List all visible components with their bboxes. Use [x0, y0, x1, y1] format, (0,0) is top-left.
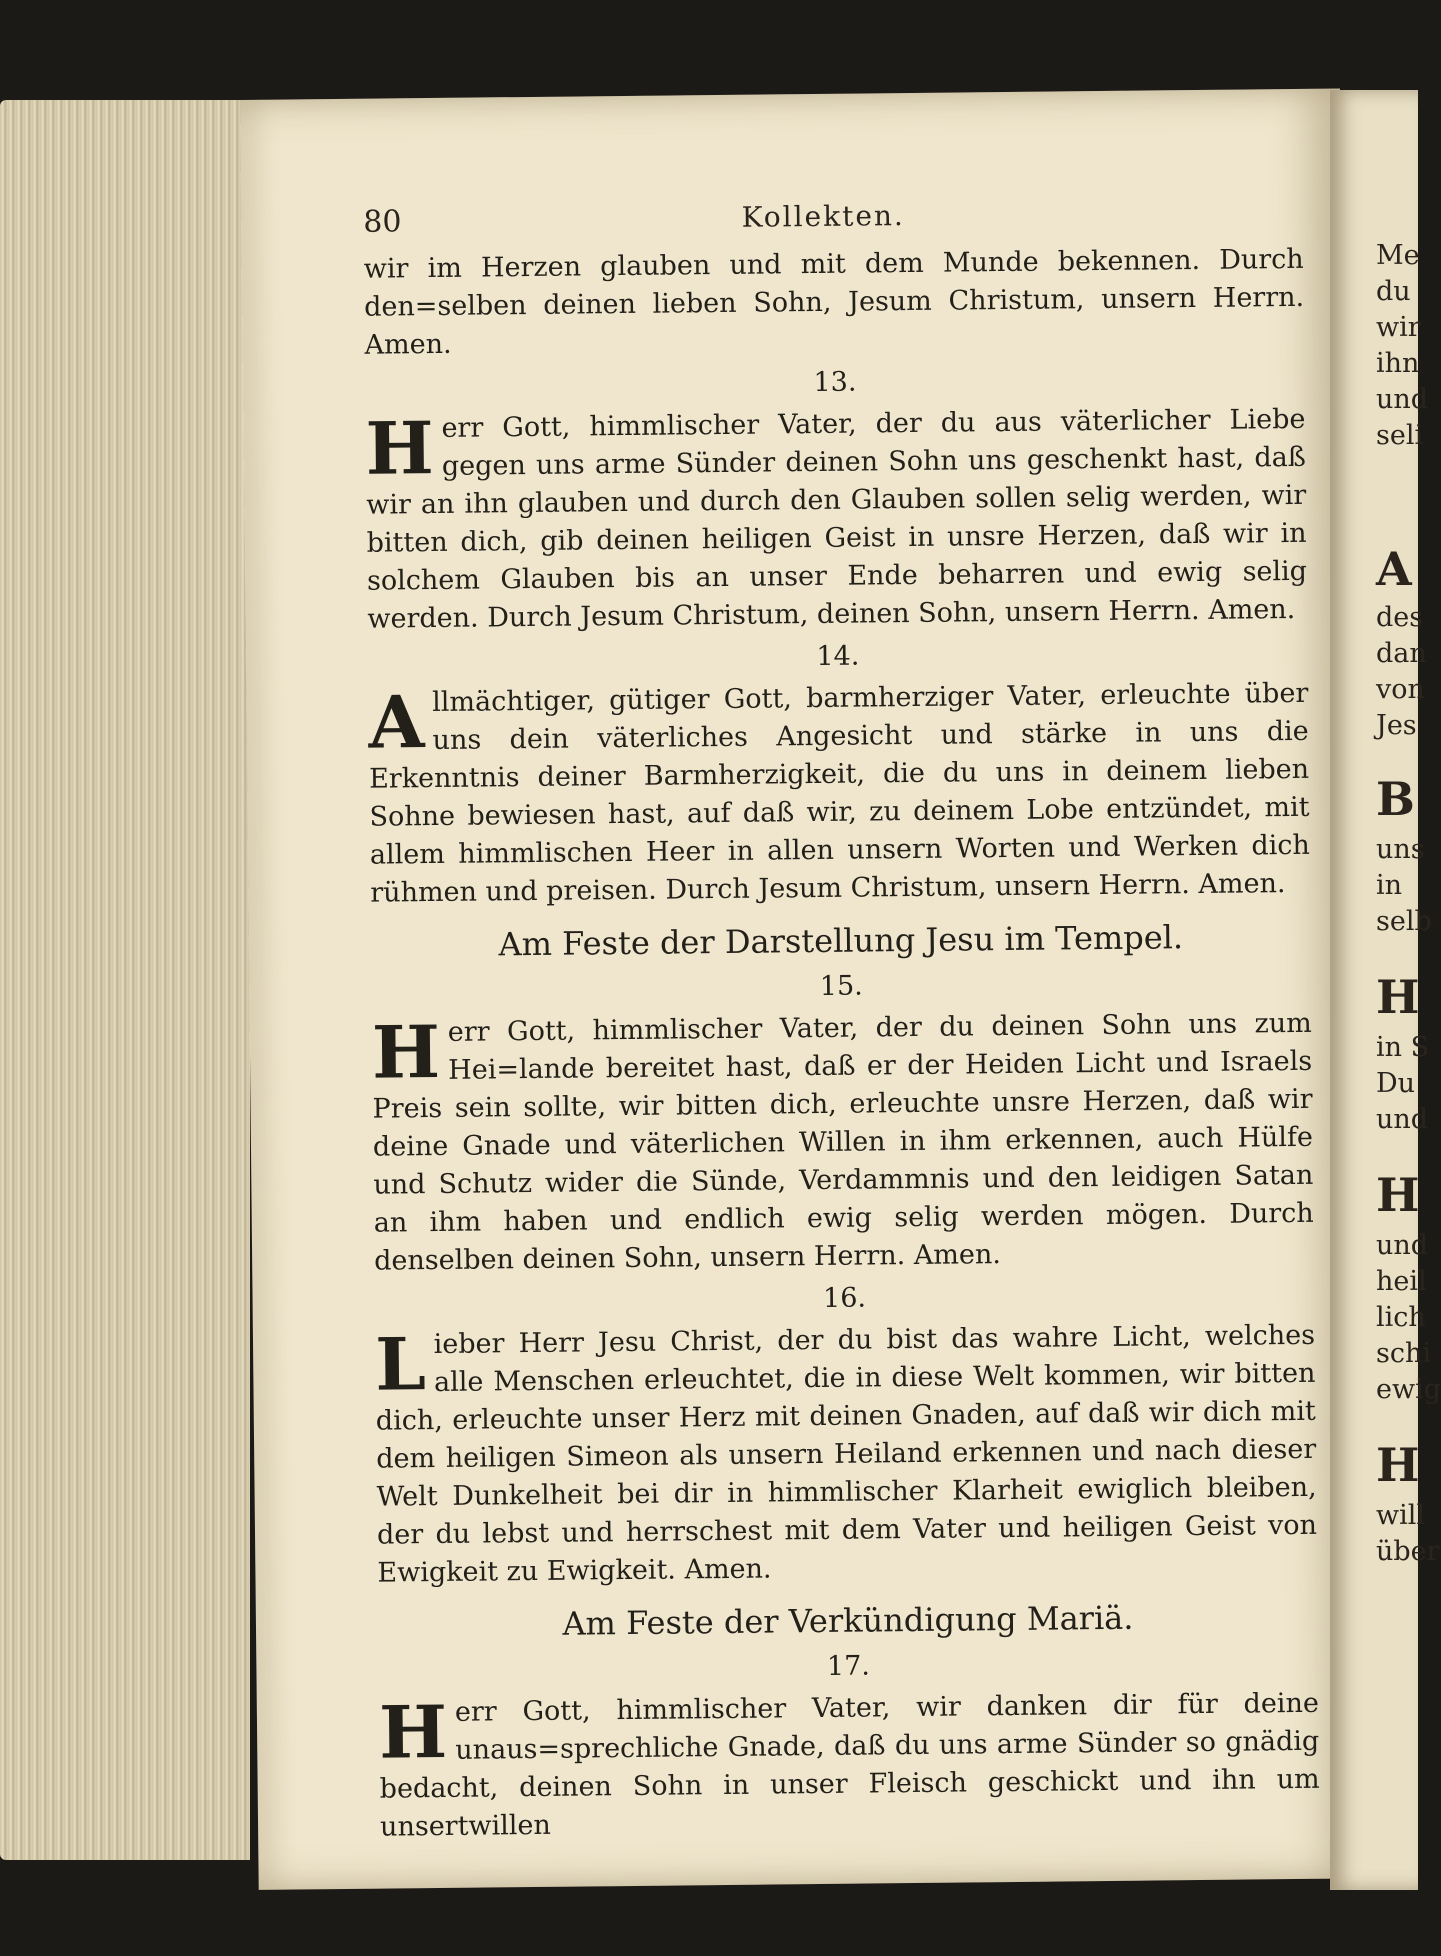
next-page-fragment: des: [1376, 602, 1424, 633]
next-page-fragment: du: [1376, 276, 1411, 307]
next-page-fragment: in: [1376, 870, 1403, 901]
prayer-text: err Gott, himmlischer Vater, der du aus väterlicher Liebe gegen uns arme Sünder deinen Sohn uns geschenkt hast, daß wir an ihn glauben und durch den Glauben sollen selig werden, wir bitten dich, gib deinen heiligen Geist in unsre Herzen, daß wir in solchem Glauben bis an unser Ende beharren und ewig selig werden. Durch Jesum Christum, deinen Sohn, unsern Herrn. Amen.: [366, 403, 1308, 635]
collect-number: 14.: [816, 640, 860, 672]
next-page-initial: B: [1376, 772, 1415, 826]
right-page-edge: [1330, 90, 1441, 1890]
next-page-fragment: ihn: [1376, 348, 1420, 379]
next-page-fragment: über: [1376, 1536, 1440, 1567]
collect-number: 13.: [813, 366, 857, 399]
next-page-initial: H: [1376, 970, 1420, 1024]
next-page-fragment: seli: [1376, 420, 1424, 451]
next-page-fragment: in S: [1376, 1032, 1430, 1063]
next-page-initial: H: [1376, 1438, 1420, 1492]
running-title: Kollekten.: [741, 199, 906, 234]
prayer-paragraph: [364, 241, 1305, 365]
prayer-text: llmächtiger, gütiger Gott, barmherziger Vater, erleuchte über uns dein väterliches Angesicht und stärke in uns die Erkenntnis deiner Barmherzigkeit, die du uns in deinem lieben Sohne bewiesen hast, auf daß wir, zu deinem Lobe entzündet, mit allem himmlischen Heer in allen unsern Worten und Werken dich rühmen und preisen. Durch Jesum Christum, unsern Herrn. Amen.: [368, 677, 1311, 909]
collect-number: 16.: [822, 1282, 867, 1314]
next-page-fragment: Jes: [1376, 710, 1417, 741]
page-content: [364, 241, 1321, 1851]
prayer-text: err Gott, himmlischer Vater, der du deinen Sohn uns zum Hei=lande bereitet hast, daß er der Heiden Licht und Israels Preis sein sollte, wir bitten dich, erleuchte unsre Herzen, daß wir deine Gnade und väterlichen Willen in ihm erkennen, auch Hülfe und Schutz wider die Sünde, Verdammnis und den leidigen Satan an ihm haben und endlich ewig selig werden mögen. Durch denselben deinen Sohn, unsern Herrn. Amen.: [372, 1007, 1314, 1277]
drop-cap-initial: H: [371, 1008, 441, 1095]
next-page-fragment: lich: [1376, 1302, 1426, 1333]
collect-number: 17.: [826, 1650, 871, 1682]
next-page-fragment: schi: [1376, 1338, 1432, 1369]
next-page-initial: A: [1376, 542, 1412, 596]
next-page-fragment: und: [1376, 1104, 1429, 1135]
page-header: [363, 195, 1283, 245]
left-page: [240, 88, 1359, 1889]
prayer-text: wir im Herzen glauben und mit dem Munde bekennen. Durch den=selben deinen lieben Sohn, Jesum Christum, unsern Herrn. Amen.: [363, 243, 1305, 361]
next-page-fragment: will: [1376, 1500, 1426, 1531]
prayer-paragraph: [379, 1685, 1321, 1847]
prayer-paragraph: [375, 1317, 1318, 1593]
next-page-fragment: Du: [1376, 1068, 1416, 1099]
prayer-text: ieber Herr Jesu Christ, der du bist das wahre Licht, welches alle Menschen erleuchtet, die in diese Welt kommen, wir bitten dich, erleuchte unser Herz mit deinen Gnaden, auf daß wir dich mit dem heiligen Simeon als unsern Heiland erkennen und nach dieser Welt Dunkelheit bei dir in himmlischer Klarheit ewiglich bleiben, der du lebst und herrschest mit dem Vater und heiligen Geist von Ewigkeit zu Ewigkeit. Amen.: [375, 1319, 1318, 1589]
next-page-fragment: heil: [1376, 1266, 1427, 1297]
drop-cap-initial: A: [368, 679, 425, 765]
book-page-edges: [0, 100, 250, 1860]
page-number: 80: [363, 204, 402, 240]
next-page-fragment: ewig: [1376, 1374, 1441, 1405]
prayer-paragraph: [365, 401, 1307, 639]
next-page-fragment: uns: [1376, 834, 1425, 865]
next-page-fragment: dan: [1376, 638, 1427, 669]
drop-cap-initial: L: [374, 1321, 427, 1407]
feast-heading: Am Feste der Darstellung Jesu im Tempel.: [498, 918, 1184, 964]
next-page-fragment: und: [1376, 1230, 1429, 1261]
next-page-fragment: und: [1376, 384, 1429, 415]
prayer-text: err Gott, himmlischer Vater, wir danken dir für deine unaus=sprechliche Gnade, daß du uns arme Sünder so gnädig bedacht, deinen Sohn in unser Fleisch geschickt und ihn um unsertwillen: [379, 1687, 1320, 1843]
collect-number: 15.: [819, 970, 863, 1002]
drop-cap-initial: H: [378, 1688, 448, 1775]
next-page-fragment: selb: [1376, 906, 1432, 937]
next-page-initial: H: [1376, 1168, 1420, 1222]
next-page-fragment: wir: [1376, 312, 1421, 343]
prayer-paragraph: [372, 1005, 1315, 1281]
next-page-fragment: Me: [1376, 240, 1420, 271]
feast-heading: Am Feste der Verkündigung Mariä.: [562, 1598, 1134, 1643]
prayer-paragraph: [368, 675, 1310, 913]
drop-cap-initial: H: [365, 404, 435, 491]
next-page-fragment: von: [1376, 674, 1425, 705]
